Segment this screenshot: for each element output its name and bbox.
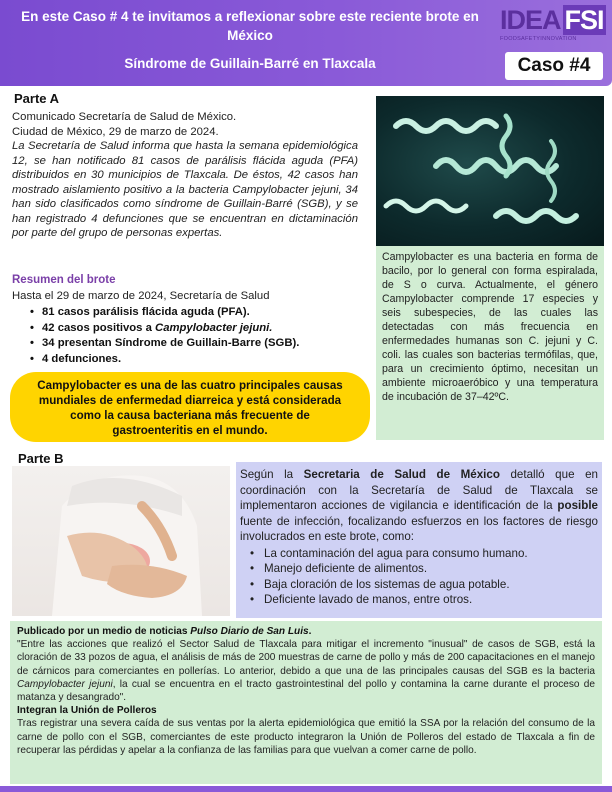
campylobacter-image xyxy=(376,96,604,246)
logo-idea-text: IDEA xyxy=(500,5,561,35)
parte-a-communique xyxy=(12,110,358,241)
parte-a-title: Parte A xyxy=(14,91,60,106)
campylobacter-description: Campylobacter es una bacteria en forma de bacilo, por lo general con forma espiralada, de S o curva. Actualmente, el género Campylobacter comprende 17 especies y seis subespecies, de las cuales las detectadas con más frecuencia en enfermedades humanas son C. jejuni y C. coli. las cuales son bacterias termófilas, que, para un crecimiento óptimo, necesitan un ambiente microaeróbico y una temperatura de incubación de 37–42ºC. xyxy=(376,246,604,440)
parte-b-intro: Según la Secretaria de Salud de México detalló que en coordinación con la Secretaría de Salud de Tlaxcala se implementaron acciones de vigilancia e identificación de la posible fuente de infección, focalizando esfuerzos en los factores de riesgo involucrados en este brote, como: xyxy=(240,468,598,543)
communique-paragraph: La Secretaría de Salud informa que hasta la semana epidemiológica 12, se han notificado 81 casos de parálisis flácida aguda (PFA) distribuidos en 30 municipios de Tlaxcala. De éstos, 42 casos han mostrado aislamiento positivo a la bacteria Campylobacter jejuni, 34 han sido clasificados como síndrome de Guillain-Barré (SGB), y se han registrado 4 defunciones que se encuentran en dictaminación por parte del grupo de personas expertas. xyxy=(12,140,358,239)
case-number-badge: Caso #4 xyxy=(505,52,603,80)
resumen-subtitle: Hasta el 29 de marzo de 2024, Secretaría de Salud xyxy=(12,290,270,302)
list-item: • 4 defunciones. xyxy=(30,352,360,368)
communique-date: Ciudad de México, 29 de marzo de 2024. xyxy=(12,125,219,138)
list-item: • La contaminación del agua para consumo humano. xyxy=(240,546,598,562)
header-topic-text: Síndrome de Guillain-Barré en Tlaxcala xyxy=(124,56,376,71)
news-source-title: Publicado por un medio de noticias Pulso Diario de San Luis. xyxy=(17,626,312,637)
logo-fsi-text: FSI xyxy=(564,5,604,35)
bottom-decorative-strip xyxy=(0,786,612,792)
ideafsi-logo xyxy=(500,6,608,46)
union-polleros-title: Integran la Unión de Polleros xyxy=(17,705,157,717)
header-banner xyxy=(0,0,612,86)
parte-b-title: Parte B xyxy=(18,451,64,466)
resumen-title: Resumen del brote xyxy=(12,274,116,286)
news-excerpt-box xyxy=(10,621,602,784)
resumen-list xyxy=(30,305,360,367)
logo-subtitle: FOODSAFETYINNOVATION xyxy=(500,36,577,42)
risk-factor-list xyxy=(240,546,598,608)
stomach-pain-image xyxy=(12,466,230,616)
header-intro-text: En este Caso # 4 te invitamos a reflexionar sobre este reciente brote en México xyxy=(21,9,479,43)
list-item: • Manejo deficiente de alimentos. xyxy=(240,561,598,577)
news-quote: "Entre las acciones que realizó el Sector Salud de Tlaxcala para mitigar el incremento "inusual" de casos de SGB, está la cloración de 33 pozos de agua, el análisis de más de 200 muestras de carne de pollo y más de 200 capacitaciones en el manejo de cárnicos para comerciantes en pollerías. Lo anterior, debido a que una de las principales causas del SGB es la bacteria Campylobacter jejuni, la cual se encuentra en el tracto gastrointestinal del pollo y contamina la carne durante el proceso de matanza y desangrado". xyxy=(17,639,595,704)
list-item: • Deficiente lavado de manos, entre otros. xyxy=(240,592,598,608)
parte-b-info-box xyxy=(236,462,602,618)
highlight-callout: Campylobacter es una de las cuatro principales causas mundiales de enfermedad diarreica y está considerada como la causa bacteriana más frecuente de gastroenteritis en el mundo. xyxy=(10,372,370,442)
list-item: • 42 casos positivos a Campylobacter jejuni. xyxy=(30,321,360,337)
communique-source: Comunicado Secretaría de Salud de México. xyxy=(12,111,237,123)
list-item: • 81 casos parálisis flácida aguda (PFA). xyxy=(30,305,360,321)
union-polleros-text: Tras registrar una severa caída de sus ventas por la alerta epidemiológica que emitió la SSA por la relación del consumo de la carne de pollo con el SGB, comerciantes de este producto integraron la Unión de Polleros del estado de Tlaxcala a fin de recuperar las pérdidas y apelar a la confianza de las familias para que vuelvan a comer carne de pollo. xyxy=(17,718,595,756)
list-item: • Baja cloración de los sistemas de agua potable. xyxy=(240,577,598,593)
list-item: • 34 presentan Síndrome de Guillain-Barre (SGB). xyxy=(30,336,360,352)
